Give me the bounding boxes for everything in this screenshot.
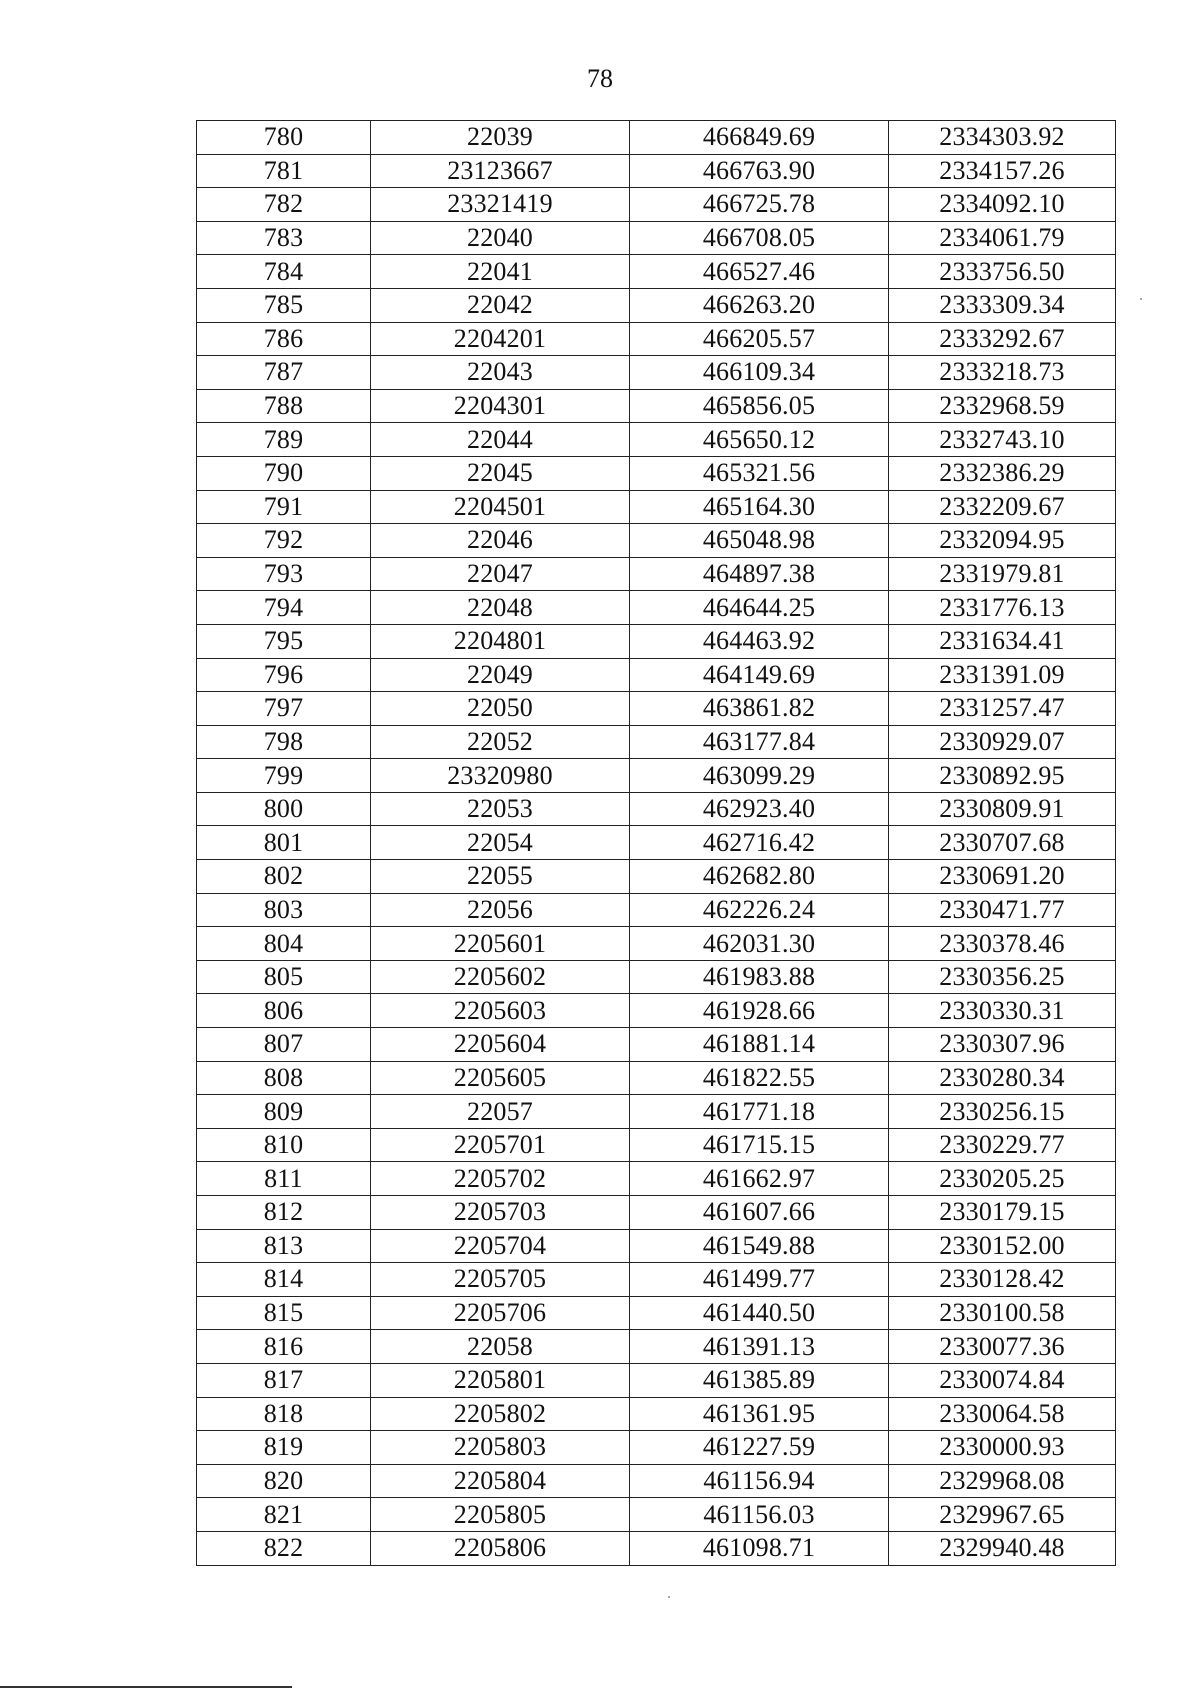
northing-cell: 2332743.10 xyxy=(889,423,1116,457)
northing-cell: 2332386.29 xyxy=(889,456,1116,490)
northing-cell: 2330000.93 xyxy=(889,1431,1116,1465)
footer-rule xyxy=(0,1686,292,1688)
table-row xyxy=(197,725,1116,759)
northing-cell: 2333292.67 xyxy=(889,322,1116,356)
easting-cell: 462716.42 xyxy=(630,826,889,860)
table-row xyxy=(197,1464,1116,1498)
row-number-cell: 811 xyxy=(197,1162,371,1196)
point-id-cell: 22047 xyxy=(371,557,630,591)
row-number-cell: 815 xyxy=(197,1296,371,1330)
row-number-cell: 785 xyxy=(197,288,371,322)
easting-cell: 465856.05 xyxy=(630,389,889,423)
coordinate-table xyxy=(196,120,1116,1566)
point-id-cell: 22043 xyxy=(371,356,630,390)
row-number-cell: 793 xyxy=(197,557,371,591)
easting-cell: 461607.66 xyxy=(630,1196,889,1230)
northing-cell: 2331634.41 xyxy=(889,624,1116,658)
table-row xyxy=(197,490,1116,524)
northing-cell: 2334157.26 xyxy=(889,154,1116,188)
row-number-cell: 817 xyxy=(197,1363,371,1397)
northing-cell: 2329967.65 xyxy=(889,1498,1116,1532)
table-row xyxy=(197,826,1116,860)
easting-cell: 461385.89 xyxy=(630,1363,889,1397)
table-row xyxy=(197,1263,1116,1297)
easting-cell: 464644.25 xyxy=(630,591,889,625)
table-body xyxy=(197,121,1116,1566)
row-number-cell: 801 xyxy=(197,826,371,860)
easting-cell: 465164.30 xyxy=(630,490,889,524)
easting-cell: 461881.14 xyxy=(630,1028,889,1062)
table-row xyxy=(197,1431,1116,1465)
point-id-cell: 2205705 xyxy=(371,1263,630,1297)
northing-cell: 2330152.00 xyxy=(889,1229,1116,1263)
easting-cell: 461771.18 xyxy=(630,1095,889,1129)
row-number-cell: 818 xyxy=(197,1397,371,1431)
table-row xyxy=(197,221,1116,255)
point-id-cell: 22052 xyxy=(371,725,630,759)
northing-cell: 2334303.92 xyxy=(889,121,1116,155)
point-id-cell: 2205603 xyxy=(371,994,630,1028)
easting-cell: 462923.40 xyxy=(630,792,889,826)
northing-cell: 2329968.08 xyxy=(889,1464,1116,1498)
table-row xyxy=(197,121,1116,155)
table-row xyxy=(197,389,1116,423)
point-id-cell: 22048 xyxy=(371,591,630,625)
easting-cell: 461662.97 xyxy=(630,1162,889,1196)
easting-cell: 462031.30 xyxy=(630,927,889,961)
row-number-cell: 803 xyxy=(197,893,371,927)
easting-cell: 461928.66 xyxy=(630,994,889,1028)
easting-cell: 466725.78 xyxy=(630,188,889,222)
table-row xyxy=(197,893,1116,927)
row-number-cell: 822 xyxy=(197,1531,371,1565)
row-number-cell: 791 xyxy=(197,490,371,524)
point-id-cell: 2205801 xyxy=(371,1363,630,1397)
row-number-cell: 796 xyxy=(197,658,371,692)
northing-cell: 2330809.91 xyxy=(889,792,1116,826)
row-number-cell: 807 xyxy=(197,1028,371,1062)
easting-cell: 461499.77 xyxy=(630,1263,889,1297)
row-number-cell: 784 xyxy=(197,255,371,289)
table-row xyxy=(197,1531,1116,1565)
row-number-cell: 798 xyxy=(197,725,371,759)
table-row xyxy=(197,188,1116,222)
northing-cell: 2330892.95 xyxy=(889,759,1116,793)
row-number-cell: 795 xyxy=(197,624,371,658)
point-id-cell: 22055 xyxy=(371,860,630,894)
northing-cell: 2329940.48 xyxy=(889,1531,1116,1565)
table-row xyxy=(197,658,1116,692)
northing-cell: 2334092.10 xyxy=(889,188,1116,222)
northing-cell: 2331391.09 xyxy=(889,658,1116,692)
point-id-cell: 2205802 xyxy=(371,1397,630,1431)
northing-cell: 2331776.13 xyxy=(889,591,1116,625)
northing-cell: 2333218.73 xyxy=(889,356,1116,390)
easting-cell: 461156.03 xyxy=(630,1498,889,1532)
table-row xyxy=(197,423,1116,457)
row-number-cell: 780 xyxy=(197,121,371,155)
row-number-cell: 783 xyxy=(197,221,371,255)
northing-cell: 2332209.67 xyxy=(889,490,1116,524)
northing-cell: 2330128.42 xyxy=(889,1263,1116,1297)
table-row xyxy=(197,1196,1116,1230)
easting-cell: 466109.34 xyxy=(630,356,889,390)
northing-cell: 2330356.25 xyxy=(889,960,1116,994)
point-id-cell: 2205703 xyxy=(371,1196,630,1230)
northing-cell: 2330330.31 xyxy=(889,994,1116,1028)
northing-cell: 2330280.34 xyxy=(889,1061,1116,1095)
easting-cell: 463177.84 xyxy=(630,725,889,759)
point-id-cell: 2205805 xyxy=(371,1498,630,1532)
easting-cell: 465048.98 xyxy=(630,524,889,558)
row-number-cell: 812 xyxy=(197,1196,371,1230)
northing-cell: 2334061.79 xyxy=(889,221,1116,255)
point-id-cell: 2204501 xyxy=(371,490,630,524)
easting-cell: 462682.80 xyxy=(630,860,889,894)
point-id-cell: 22041 xyxy=(371,255,630,289)
northing-cell: 2330179.15 xyxy=(889,1196,1116,1230)
point-id-cell: 22058 xyxy=(371,1330,630,1364)
easting-cell: 466849.69 xyxy=(630,121,889,155)
scan-speck xyxy=(668,1596,670,1598)
table-row xyxy=(197,792,1116,826)
row-number-cell: 821 xyxy=(197,1498,371,1532)
point-id-cell: 2205604 xyxy=(371,1028,630,1062)
northing-cell: 2330074.84 xyxy=(889,1363,1116,1397)
table-row xyxy=(197,524,1116,558)
point-id-cell: 2204801 xyxy=(371,624,630,658)
point-id-cell: 23320980 xyxy=(371,759,630,793)
row-number-cell: 805 xyxy=(197,960,371,994)
easting-cell: 464897.38 xyxy=(630,557,889,591)
northing-cell: 2333309.34 xyxy=(889,288,1116,322)
northing-cell: 2333756.50 xyxy=(889,255,1116,289)
northing-cell: 2331979.81 xyxy=(889,557,1116,591)
table-row xyxy=(197,1128,1116,1162)
easting-cell: 465650.12 xyxy=(630,423,889,457)
row-number-cell: 789 xyxy=(197,423,371,457)
row-number-cell: 820 xyxy=(197,1464,371,1498)
table-row xyxy=(197,1498,1116,1532)
table-row xyxy=(197,692,1116,726)
easting-cell: 461361.95 xyxy=(630,1397,889,1431)
point-id-cell: 2205702 xyxy=(371,1162,630,1196)
row-number-cell: 813 xyxy=(197,1229,371,1263)
row-number-cell: 794 xyxy=(197,591,371,625)
easting-cell: 466763.90 xyxy=(630,154,889,188)
point-id-cell: 22057 xyxy=(371,1095,630,1129)
easting-cell: 461983.88 xyxy=(630,960,889,994)
northing-cell: 2330471.77 xyxy=(889,893,1116,927)
table-row xyxy=(197,860,1116,894)
row-number-cell: 800 xyxy=(197,792,371,826)
point-id-cell: 2205804 xyxy=(371,1464,630,1498)
row-number-cell: 808 xyxy=(197,1061,371,1095)
table-row xyxy=(197,1028,1116,1062)
easting-cell: 462226.24 xyxy=(630,893,889,927)
northing-cell: 2330205.25 xyxy=(889,1162,1116,1196)
easting-cell: 466708.05 xyxy=(630,221,889,255)
northing-cell: 2332094.95 xyxy=(889,524,1116,558)
table-row xyxy=(197,1229,1116,1263)
row-number-cell: 810 xyxy=(197,1128,371,1162)
table-row xyxy=(197,759,1116,793)
point-id-cell: 22049 xyxy=(371,658,630,692)
row-number-cell: 799 xyxy=(197,759,371,793)
northing-cell: 2330077.36 xyxy=(889,1330,1116,1364)
table-row xyxy=(197,154,1116,188)
scan-speck xyxy=(1140,298,1142,300)
point-id-cell: 2205706 xyxy=(371,1296,630,1330)
point-id-cell: 2205601 xyxy=(371,927,630,961)
easting-cell: 461715.15 xyxy=(630,1128,889,1162)
row-number-cell: 816 xyxy=(197,1330,371,1364)
table-row xyxy=(197,255,1116,289)
easting-cell: 463099.29 xyxy=(630,759,889,793)
point-id-cell: 22050 xyxy=(371,692,630,726)
northing-cell: 2330256.15 xyxy=(889,1095,1116,1129)
northing-cell: 2330229.77 xyxy=(889,1128,1116,1162)
table-row xyxy=(197,1061,1116,1095)
point-id-cell: 2204201 xyxy=(371,322,630,356)
table-row xyxy=(197,322,1116,356)
table-row xyxy=(197,1397,1116,1431)
point-id-cell: 23321419 xyxy=(371,188,630,222)
easting-cell: 466263.20 xyxy=(630,288,889,322)
row-number-cell: 806 xyxy=(197,994,371,1028)
easting-cell: 466527.46 xyxy=(630,255,889,289)
northing-cell: 2332968.59 xyxy=(889,389,1116,423)
point-id-cell: 2205602 xyxy=(371,960,630,994)
row-number-cell: 814 xyxy=(197,1263,371,1297)
table-row xyxy=(197,1363,1116,1397)
easting-cell: 461227.59 xyxy=(630,1431,889,1465)
table-row xyxy=(197,1162,1116,1196)
row-number-cell: 819 xyxy=(197,1431,371,1465)
point-id-cell: 22056 xyxy=(371,893,630,927)
northing-cell: 2330378.46 xyxy=(889,927,1116,961)
point-id-cell: 2205605 xyxy=(371,1061,630,1095)
row-number-cell: 790 xyxy=(197,456,371,490)
point-id-cell: 22039 xyxy=(371,121,630,155)
point-id-cell: 22054 xyxy=(371,826,630,860)
northing-cell: 2330929.07 xyxy=(889,725,1116,759)
easting-cell: 461440.50 xyxy=(630,1296,889,1330)
table-row xyxy=(197,591,1116,625)
table-row xyxy=(197,1330,1116,1364)
row-number-cell: 786 xyxy=(197,322,371,356)
point-id-cell: 22040 xyxy=(371,221,630,255)
row-number-cell: 804 xyxy=(197,927,371,961)
northing-cell: 2330691.20 xyxy=(889,860,1116,894)
table-row xyxy=(197,288,1116,322)
point-id-cell: 22046 xyxy=(371,524,630,558)
table-row xyxy=(197,356,1116,390)
point-id-cell: 22044 xyxy=(371,423,630,457)
easting-cell: 464149.69 xyxy=(630,658,889,692)
page-number: 78 xyxy=(587,64,613,93)
row-number-cell: 802 xyxy=(197,860,371,894)
northing-cell: 2330707.68 xyxy=(889,826,1116,860)
table-row xyxy=(197,624,1116,658)
table-row xyxy=(197,960,1116,994)
northing-cell: 2331257.47 xyxy=(889,692,1116,726)
table-row xyxy=(197,557,1116,591)
northing-cell: 2330100.58 xyxy=(889,1296,1116,1330)
easting-cell: 461822.55 xyxy=(630,1061,889,1095)
easting-cell: 461098.71 xyxy=(630,1531,889,1565)
table-row xyxy=(197,1095,1116,1129)
point-id-cell: 2204301 xyxy=(371,389,630,423)
row-number-cell: 788 xyxy=(197,389,371,423)
point-id-cell: 22053 xyxy=(371,792,630,826)
row-number-cell: 781 xyxy=(197,154,371,188)
row-number-cell: 809 xyxy=(197,1095,371,1129)
point-id-cell: 22045 xyxy=(371,456,630,490)
row-number-cell: 787 xyxy=(197,356,371,390)
easting-cell: 461391.13 xyxy=(630,1330,889,1364)
table-row xyxy=(197,994,1116,1028)
point-id-cell: 2205701 xyxy=(371,1128,630,1162)
row-number-cell: 792 xyxy=(197,524,371,558)
point-id-cell: 2205803 xyxy=(371,1431,630,1465)
easting-cell: 464463.92 xyxy=(630,624,889,658)
point-id-cell: 2205806 xyxy=(371,1531,630,1565)
easting-cell: 465321.56 xyxy=(630,456,889,490)
row-number-cell: 797 xyxy=(197,692,371,726)
row-number-cell: 782 xyxy=(197,188,371,222)
easting-cell: 466205.57 xyxy=(630,322,889,356)
point-id-cell: 23123667 xyxy=(371,154,630,188)
point-id-cell: 22042 xyxy=(371,288,630,322)
table-row xyxy=(197,927,1116,961)
northing-cell: 2330307.96 xyxy=(889,1028,1116,1062)
easting-cell: 463861.82 xyxy=(630,692,889,726)
northing-cell: 2330064.58 xyxy=(889,1397,1116,1431)
table-row xyxy=(197,1296,1116,1330)
point-id-cell: 2205704 xyxy=(371,1229,630,1263)
easting-cell: 461156.94 xyxy=(630,1464,889,1498)
easting-cell: 461549.88 xyxy=(630,1229,889,1263)
table-row xyxy=(197,456,1116,490)
